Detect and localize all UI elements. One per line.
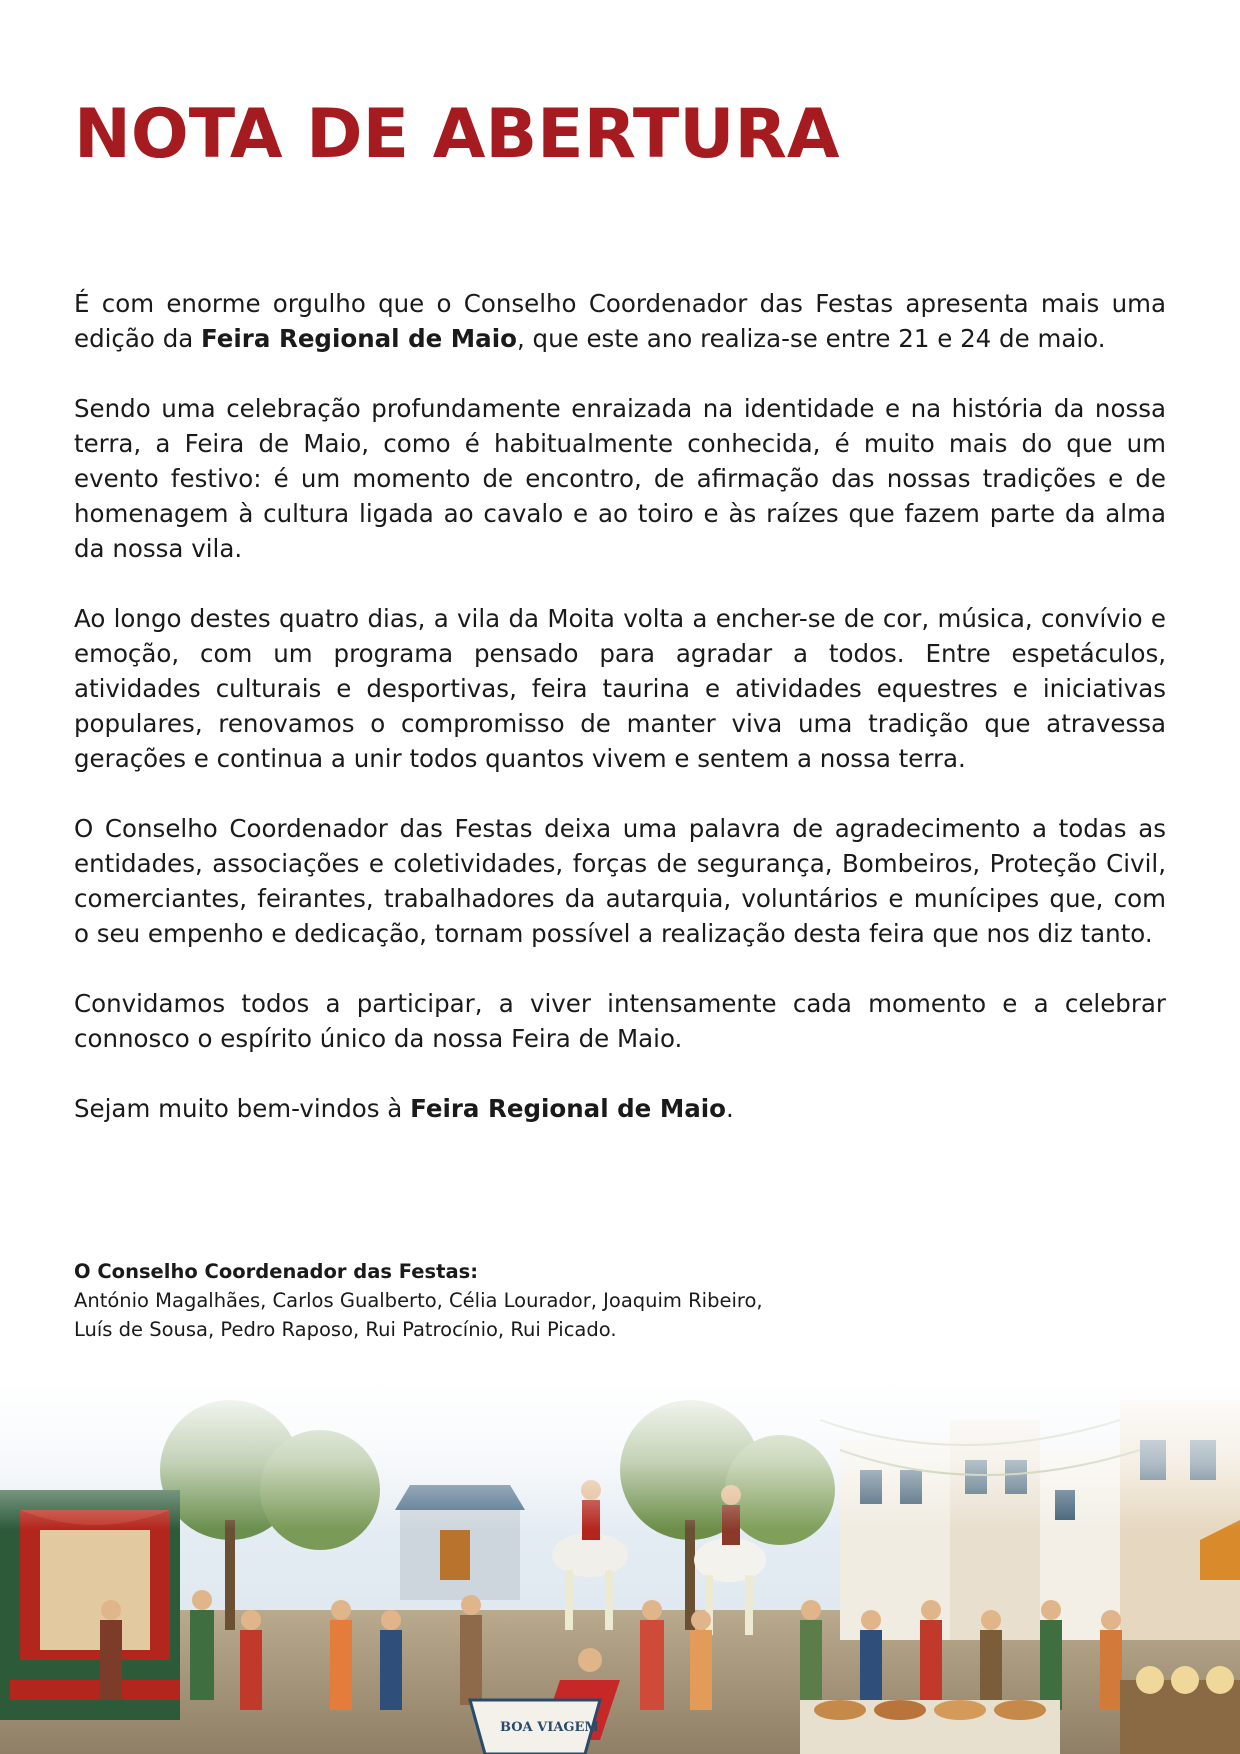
paragraph-4: O Conselho Coordenador das Festas deixa uma palavra de agradecimento a todas as entidades, associações e coletividades, forças de segurança, Bombeiros, Proteção Civil, comerciantes, feirantes, trabalhadores da autarquia, voluntários e munícipes que, com o seu empenho e dedicação, tornam possível a realização desta feira que nos diz tanto. xyxy=(74,814,1166,948)
paragraph-2: Sendo uma celebração profundamente enraizada na identidade e na história da nossa terra, a Feira de Maio, como é habitualmente conhecida, é muito mais do que um evento festivo: é um momento de encontro, de afirmação das nossas tradições e de homenagem à cultura ligada ao cavalo e ao toiro e às raízes que fazem parte da alma da nossa vila. xyxy=(74,394,1166,563)
signatories-line-1: António Magalhães, Carlos Gualberto, Célia Lourador, Joaquim Ribeiro, xyxy=(74,1289,763,1312)
opening-note-body xyxy=(74,286,1166,1126)
paragraph-3: Ao longo destes quatro dias, a vila da Moita volta a encher-se de cor, música, convívio e emoção, com um programa pensado para agradar a todos. Entre espetáculos, atividades culturais e desportivas, feira taurina e atividades equestres e iniciativas populares, renovamos o compromisso de manter viva uma tradição que atravessa gerações e continua a unir todos quantos vivem e sentem a nossa terra. xyxy=(74,604,1166,773)
signatories-line-2: Luís de Sousa, Pedro Raposo, Rui Patrocínio, Rui Picado. xyxy=(74,1318,617,1341)
paragraph-1: É com enorme orgulho que o Conselho Coordenador das Festas apresenta mais uma edição da Feira Regional de Maio, que este ano realiza-se entre 21 e 24 de maio. xyxy=(74,289,1166,353)
festival-illustration xyxy=(0,1380,1240,1754)
paragraph-5: Convidamos todos a participar, a viver intensamente cada momento e a celebrar connosco o espírito único da nossa Feira de Maio. xyxy=(74,989,1166,1053)
page-title: NOTA DE ABERTURA xyxy=(74,95,840,174)
signatories-block xyxy=(74,1257,974,1344)
festival-scene-svg xyxy=(0,1380,1240,1754)
paragraph-6: Sejam muito bem-vindos à Feira Regional de Maio. xyxy=(74,1094,734,1123)
signatories-heading: O Conselho Coordenador das Festas: xyxy=(74,1260,479,1283)
